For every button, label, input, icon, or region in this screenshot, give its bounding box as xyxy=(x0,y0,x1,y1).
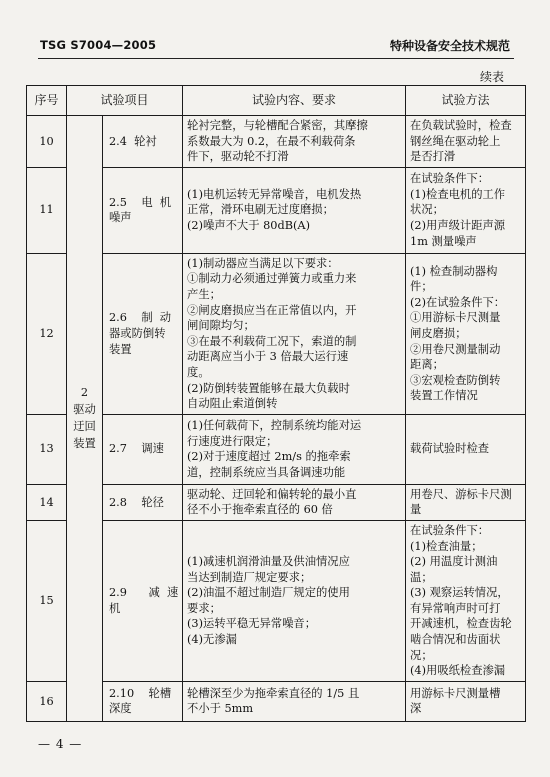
test-item: 2.9 减 速 机 xyxy=(103,520,183,681)
test-method: 在试验条件下： (1)检查电机的工作 状况； (2)用声级计距声源 1m 测量噪声 xyxy=(406,167,526,253)
test-requirements: (1)任何载荷下，控制系统均能对运 行速度进行限定； (2)对于速度超过 2m/s 的拖牵索 道，控制系统应当具备调速功能 xyxy=(183,414,406,484)
column-header-method: 试验方法 xyxy=(406,86,526,116)
test-requirements: (1)电机运转无异常噪音，电机发热 正常，滑环电刷无过度磨损； (2)噪声不大于 80dB(A) xyxy=(183,167,406,253)
test-requirements: 驱动轮、迂回轮和偏转轮的最小直 径不小于拖牵索直径的 60 倍 xyxy=(183,484,406,520)
test-item: 2.7 调速 xyxy=(103,414,183,484)
test-requirements: (1)制动器应当满足以下要求： ①制动力必须通过弹簧力或重力来 产生； ②闸皮磨损应当在正常值以内，开 闸间隙均匀； ③在最不利载荷工况下，索道的制 动距离应当小于 3 倍最大运行速 度。 (2)防倒转装置能够在最大负载时 自动阻止索道倒转 xyxy=(183,253,406,414)
test-item: 2.5 电 机 噪声 xyxy=(103,167,183,253)
column-header-content: 试验内容、要求 xyxy=(183,86,406,116)
group-label: 2 驱动 迂回 装置 xyxy=(67,116,103,722)
test-requirements: (1)减速机润滑油量及供油情况应 当达到制造厂规定要求； (2)油温不超过制造厂规定的使用 要求； (3)运转平稳无异常噪音； (4)无渗漏 xyxy=(183,520,406,681)
row-number: 11 xyxy=(27,167,67,253)
row-number: 14 xyxy=(27,484,67,520)
test-item: 2.8 轮径 xyxy=(103,484,183,520)
test-items-table xyxy=(26,85,526,722)
test-method: 载荷试验时检查 xyxy=(406,414,526,484)
row-number: 12 xyxy=(27,253,67,414)
continuation-label: 续表 xyxy=(479,70,504,84)
test-requirements: 轮衬完整，与轮槽配合紧密，其摩擦 系数最大为 0.2，在最不利载荷条 件下，驱动轮不打滑 xyxy=(183,116,406,168)
table-row xyxy=(27,116,526,168)
test-method: 用卷尺、游标卡尺测 量 xyxy=(406,484,526,520)
test-method: 用游标卡尺测量槽 深 xyxy=(406,681,526,721)
test-method: (1) 检查制动器构 件； (2)在试验条件下： ①用游标卡尺测量 闸皮磨损； ②用卷尺测量制动 距离； ③宏观检查防倒转 装置工作情况 xyxy=(406,253,526,414)
test-method: 在负载试验时，检查 钢丝绳在驱动轮上 是否打滑 xyxy=(406,116,526,168)
row-number: 16 xyxy=(27,681,67,721)
test-method: 在试验条件下： (1)检查油量； (2) 用温度计测油 温； (3) 观察运转情况， 有异常响声时可打 开减速机，检查齿轮 啮合情况和齿面状 况； (4)用吸纸检查渗漏 xyxy=(406,520,526,681)
row-number: 10 xyxy=(27,116,67,168)
column-header-item: 试验项目 xyxy=(67,86,183,116)
row-number: 13 xyxy=(27,414,67,484)
table-header-row xyxy=(27,86,526,116)
test-item: 2.6 制 动 器或防倒转 装置 xyxy=(103,253,183,414)
test-item: 2.4 轮衬 xyxy=(103,116,183,168)
header-rule xyxy=(38,58,514,59)
row-number: 15 xyxy=(27,520,67,681)
test-requirements: 轮槽深至少为拖牵索直径的 1/5 且 不小于 5mm xyxy=(183,681,406,721)
column-header-number: 序号 xyxy=(27,86,67,116)
document-code: TSG S7004—2005 xyxy=(40,38,157,52)
page-number: — 4 — xyxy=(38,737,83,751)
document-title: 特种设备安全技术规范 xyxy=(389,39,510,53)
test-item: 2.10 轮槽 深度 xyxy=(103,681,183,721)
